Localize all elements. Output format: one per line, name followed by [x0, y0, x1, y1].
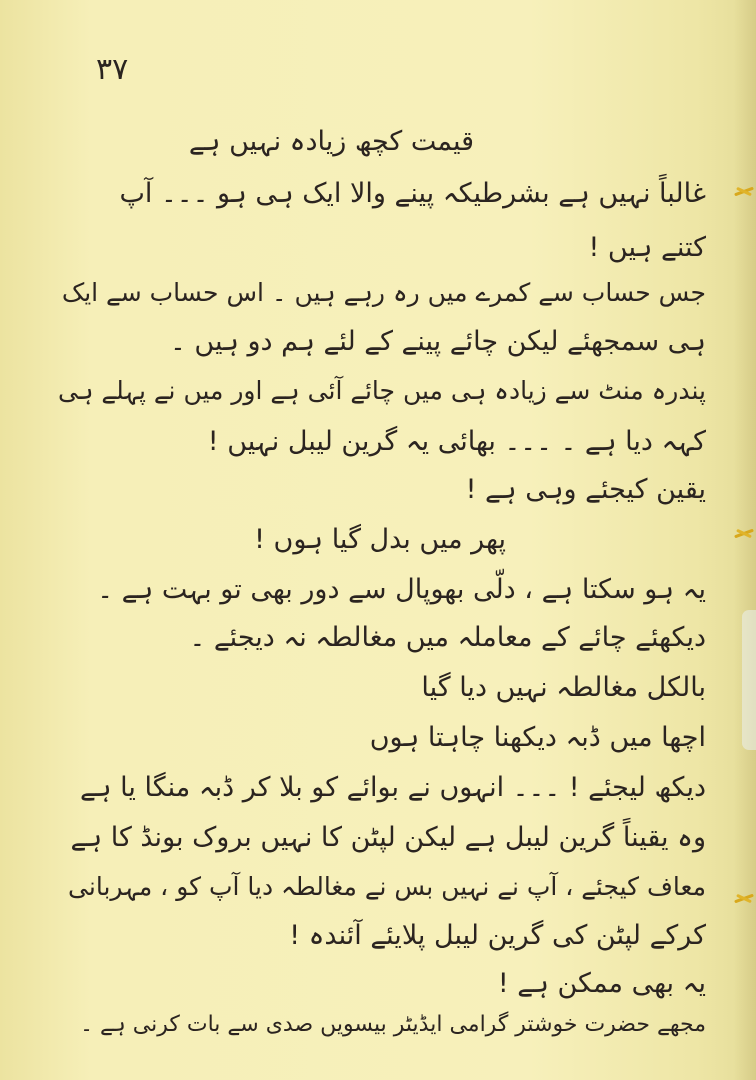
text-line: یہ ہو سکتا ہے ، دلّی بھوپال سے دور بھی تو بہت ہے ۔: [97, 574, 706, 605]
text-line: غالباً نہیں ہے بشرطیکہ پینے والا ایک ہی ہو ۔۔۔ آپ: [119, 178, 706, 209]
text-line: یہ بھی ممکن ہے !: [497, 968, 706, 999]
text-line: مجھے حضرت خوشتر گرامی ایڈیٹر بیسویں صدی سے بات کرنی ہے ۔: [80, 1012, 706, 1037]
binding-thread: [734, 893, 756, 905]
text-line: ہی سمجھئے لیکن چائے پینے کے لئے ہم دو ہیں ۔: [169, 326, 706, 357]
text-line: بالکل مغالطہ نہیں دیا گیا: [421, 672, 706, 703]
text-line: جس حساب سے کمرے میں رہ رہے ہیں ۔ اس حساب سے ایک: [61, 278, 706, 307]
page-edge-shadow: [734, 0, 756, 1080]
binding-thread: [734, 528, 756, 540]
paper-stain: [742, 610, 756, 750]
binding-thread: [734, 186, 756, 198]
text-line: پندرہ منٹ سے زیادہ ہی میں چائے آئی ہے اور میں نے پہلے ہی: [57, 376, 706, 405]
text-line: دیکھ لیجئے ! ۔۔۔ انہوں نے بوائے کو بلا کر ڈبہ منگا یا ہے: [79, 772, 706, 803]
text-line: معاف کیجئے ، آپ نے نہیں بس نے مغالطہ دیا آپ کو ، مہربانی: [68, 872, 706, 901]
text-line: کتنے ہیں !: [588, 232, 706, 263]
text-line: قیمت کچھ زیادہ نہیں ہے: [188, 126, 474, 157]
text-line: وہ یقیناً گرین لیبل ہے لیکن لپٹن کا نہیں بروک بونڈ کا ہے: [70, 822, 706, 853]
text-line: پھر میں بدل گیا ہوں !: [254, 524, 506, 555]
text-line: کہہ دیا ہے ۔ ۔۔۔ بھائی یہ گرین لیبل نہیں !: [207, 426, 706, 457]
text-line: اچھا میں ڈبہ دیکھنا چاہتا ہوں: [369, 722, 706, 753]
text-line: یقین کیجئے وہی ہے !: [465, 474, 706, 505]
text-line: دیکھئے چائے کے معاملہ میں مغالطہ نہ دیجئے ۔: [189, 622, 706, 653]
page-number: ۳۷: [96, 52, 129, 87]
text-line: کرکے لپٹن کی گرین لیبل پلایئے آئندہ !: [289, 920, 706, 951]
